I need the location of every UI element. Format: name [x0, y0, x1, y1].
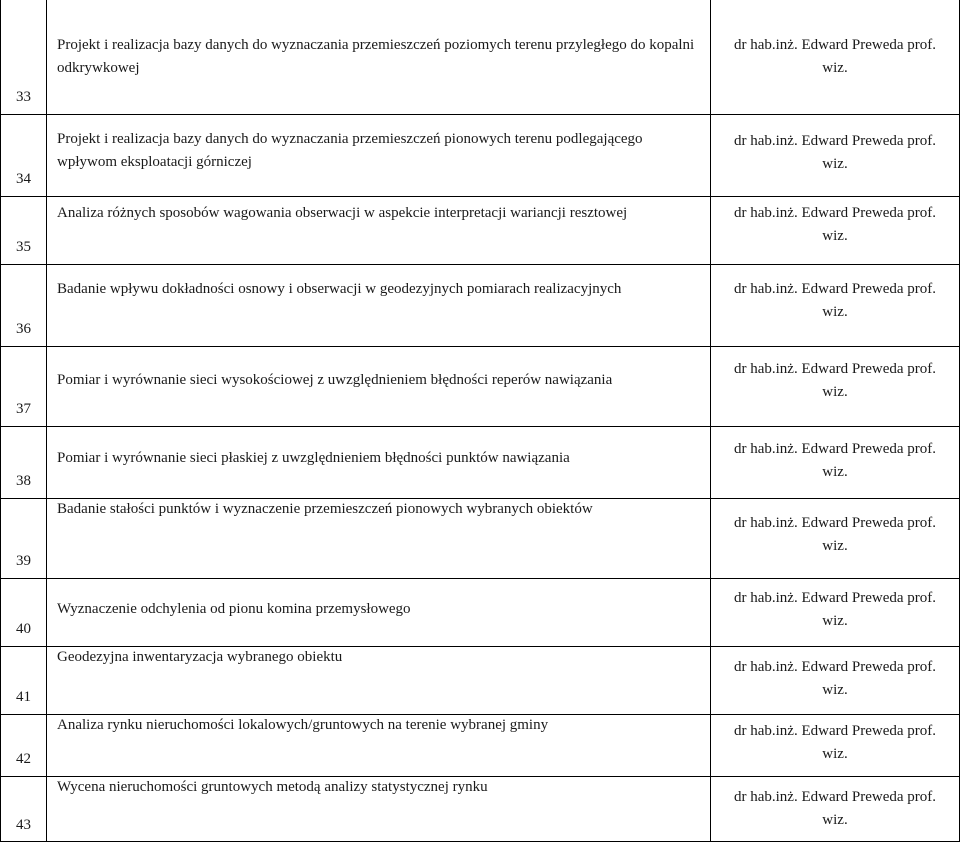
supervisor [711, 0, 960, 114]
row-number: 39 [0, 498, 47, 578]
row-divider [0, 264, 960, 265]
row-divider [0, 426, 960, 427]
supervisor-suffix: wiz. [822, 156, 848, 172]
topic-title: Geodezyjna inwentaryzacja wybranego obiektu [47, 646, 711, 714]
row-divider [0, 114, 960, 115]
row-divider [0, 346, 960, 347]
table-row [0, 114, 960, 196]
row-number: 34 [0, 114, 47, 196]
supervisor-name: dr hab.inż. Edward Preweda prof. [733, 515, 936, 531]
supervisor [711, 578, 960, 646]
table-row [0, 426, 960, 498]
supervisor [711, 776, 960, 842]
supervisor-suffix: wiz. [822, 682, 848, 698]
row-number: 40 [0, 578, 47, 646]
supervisor-name: dr hab.inż. Edward Preweda prof. [733, 133, 936, 149]
row-divider [0, 776, 960, 777]
supervisor-name: dr hab.inż. Edward Preweda prof. [733, 590, 936, 606]
topic-title: Projekt i realizacja bazy danych do wyznaczania przemieszczeń pionowych terenu podlegającego wpływom eksploatacji górniczej [47, 114, 711, 196]
topic-title: Pomiar i wyrównanie sieci płaskiej z uwzględnieniem błędności punktów nawiązania [47, 426, 711, 498]
topic-title: Projekt i realizacja bazy danych do wyznaczania przemieszczeń poziomych terenu przyległego do kopalni odkrywkowej [47, 0, 711, 114]
topic-title: Wycena nieruchomości gruntowych metodą analizy statystycznej rynku [47, 776, 711, 842]
supervisor [711, 346, 960, 426]
row-divider [0, 646, 960, 647]
table-row [0, 346, 960, 426]
row-number: 33 [0, 0, 47, 114]
table-row [0, 498, 960, 578]
topic-title: Badanie stałości punktów i wyznaczenie przemieszczeń pionowych wybranych obiektów [47, 498, 711, 578]
row-number: 36 [0, 264, 47, 346]
topic-title: Analiza różnych sposobów wagowania obserwacji w aspekcie interpretacji wariancji resztowej [47, 196, 711, 264]
supervisor-suffix: wiz. [822, 228, 848, 244]
table-row [0, 0, 960, 114]
row-number: 42 [0, 714, 47, 776]
supervisor-suffix: wiz. [822, 384, 848, 400]
supervisor-suffix: wiz. [822, 538, 848, 554]
row-divider [0, 498, 960, 499]
supervisor-name: dr hab.inż. Edward Preweda prof. [733, 281, 936, 297]
supervisor [711, 196, 960, 264]
row-number: 35 [0, 196, 47, 264]
topic-title: Pomiar i wyrównanie sieci wysokościowej z uwzględnieniem błędności reperów nawiązania [47, 346, 711, 426]
topic-title: Wyznaczenie odchylenia od pionu komina przemysłowego [47, 578, 711, 646]
supervisor [711, 646, 960, 714]
row-number: 43 [0, 776, 47, 842]
topic-title: Badanie wpływu dokładności osnowy i obserwacji w geodezyjnych pomiarach realizacyjnych [47, 264, 711, 346]
supervisor-name: dr hab.inż. Edward Preweda prof. [733, 723, 936, 739]
supervisor-name: dr hab.inż. Edward Preweda prof. [733, 441, 936, 457]
table-row [0, 196, 960, 264]
supervisor [711, 426, 960, 498]
supervisor-name: dr hab.inż. Edward Preweda prof. [733, 361, 936, 377]
supervisor-name: dr hab.inż. Edward Preweda prof. [733, 37, 936, 53]
supervisor-name: dr hab.inż. Edward Preweda prof. [733, 205, 936, 221]
table-row [0, 646, 960, 714]
supervisor-suffix: wiz. [822, 613, 848, 629]
supervisor [711, 714, 960, 776]
supervisor [711, 264, 960, 346]
supervisor-name: dr hab.inż. Edward Preweda prof. [733, 789, 936, 805]
table-row [0, 578, 960, 646]
table-row [0, 776, 960, 842]
supervisor-suffix: wiz. [822, 746, 848, 762]
supervisor [711, 114, 960, 196]
row-number: 41 [0, 646, 47, 714]
row-divider [0, 196, 960, 197]
supervisor-suffix: wiz. [822, 812, 848, 828]
row-number: 38 [0, 426, 47, 498]
supervisor-suffix: wiz. [822, 304, 848, 320]
table-row [0, 264, 960, 346]
table-row [0, 714, 960, 776]
row-divider [0, 578, 960, 579]
supervisor-suffix: wiz. [822, 60, 848, 76]
supervisor [711, 498, 960, 578]
row-divider [0, 714, 960, 715]
topic-title: Analiza rynku nieruchomości lokalowych/gruntowych na terenie wybranej gminy [47, 714, 711, 776]
row-number: 37 [0, 346, 47, 426]
supervisor-name: dr hab.inż. Edward Preweda prof. [733, 659, 936, 675]
supervisor-suffix: wiz. [822, 464, 848, 480]
